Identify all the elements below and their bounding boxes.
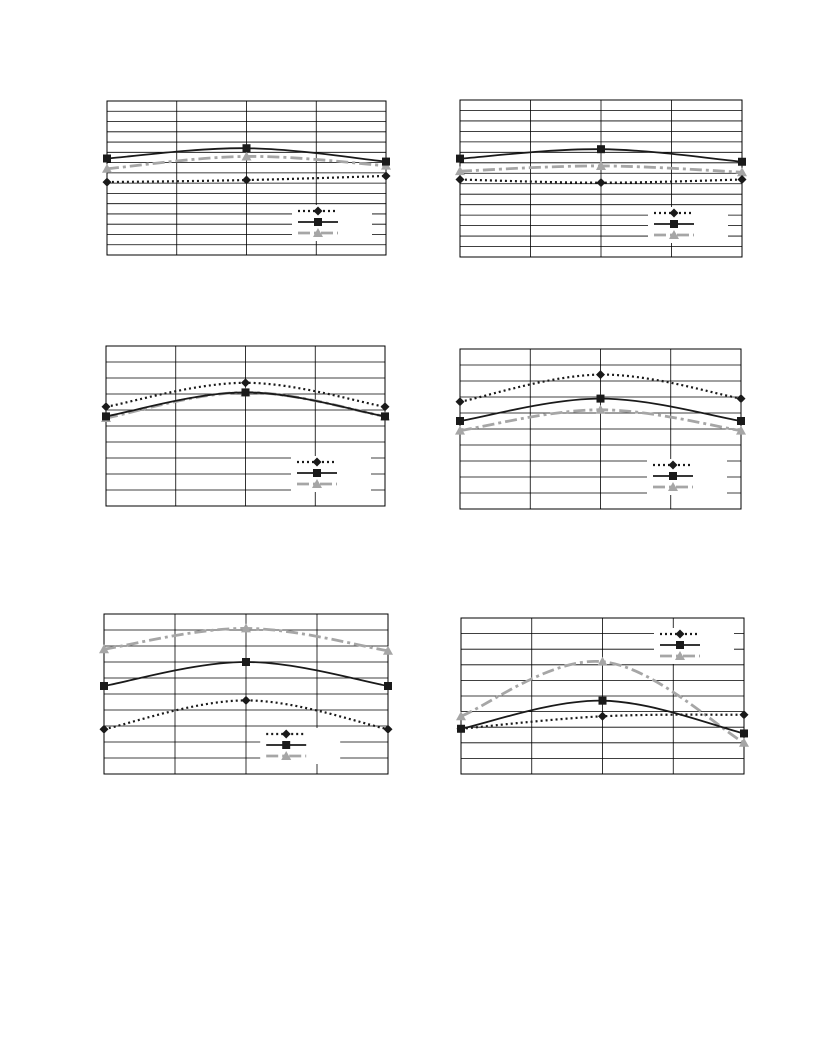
data-point xyxy=(381,412,389,420)
data-point xyxy=(456,155,464,163)
data-point xyxy=(597,145,605,153)
data-point xyxy=(597,395,605,403)
legend-marker-2 xyxy=(669,472,677,480)
chart-4 xyxy=(460,349,741,509)
data-point xyxy=(242,658,250,666)
chart-2 xyxy=(460,100,742,257)
data-point xyxy=(599,697,607,705)
data-point xyxy=(456,417,464,425)
data-point xyxy=(384,682,392,690)
chart-5 xyxy=(104,614,388,774)
data-point xyxy=(100,682,108,690)
legend-marker-2 xyxy=(313,469,321,477)
legend-marker-2 xyxy=(670,220,678,228)
chart-6 xyxy=(461,618,744,774)
chart-1 xyxy=(107,101,386,255)
data-point xyxy=(103,154,111,162)
legend-marker-2 xyxy=(676,641,684,649)
data-point xyxy=(737,417,745,425)
legend-marker-2 xyxy=(314,218,322,226)
data-point xyxy=(243,144,251,152)
data-point xyxy=(738,158,746,166)
legend-marker-2 xyxy=(282,741,290,749)
data-point xyxy=(242,388,250,396)
data-point xyxy=(382,158,390,166)
chart-3 xyxy=(106,346,385,506)
data-point xyxy=(102,412,110,420)
data-point xyxy=(740,729,748,737)
